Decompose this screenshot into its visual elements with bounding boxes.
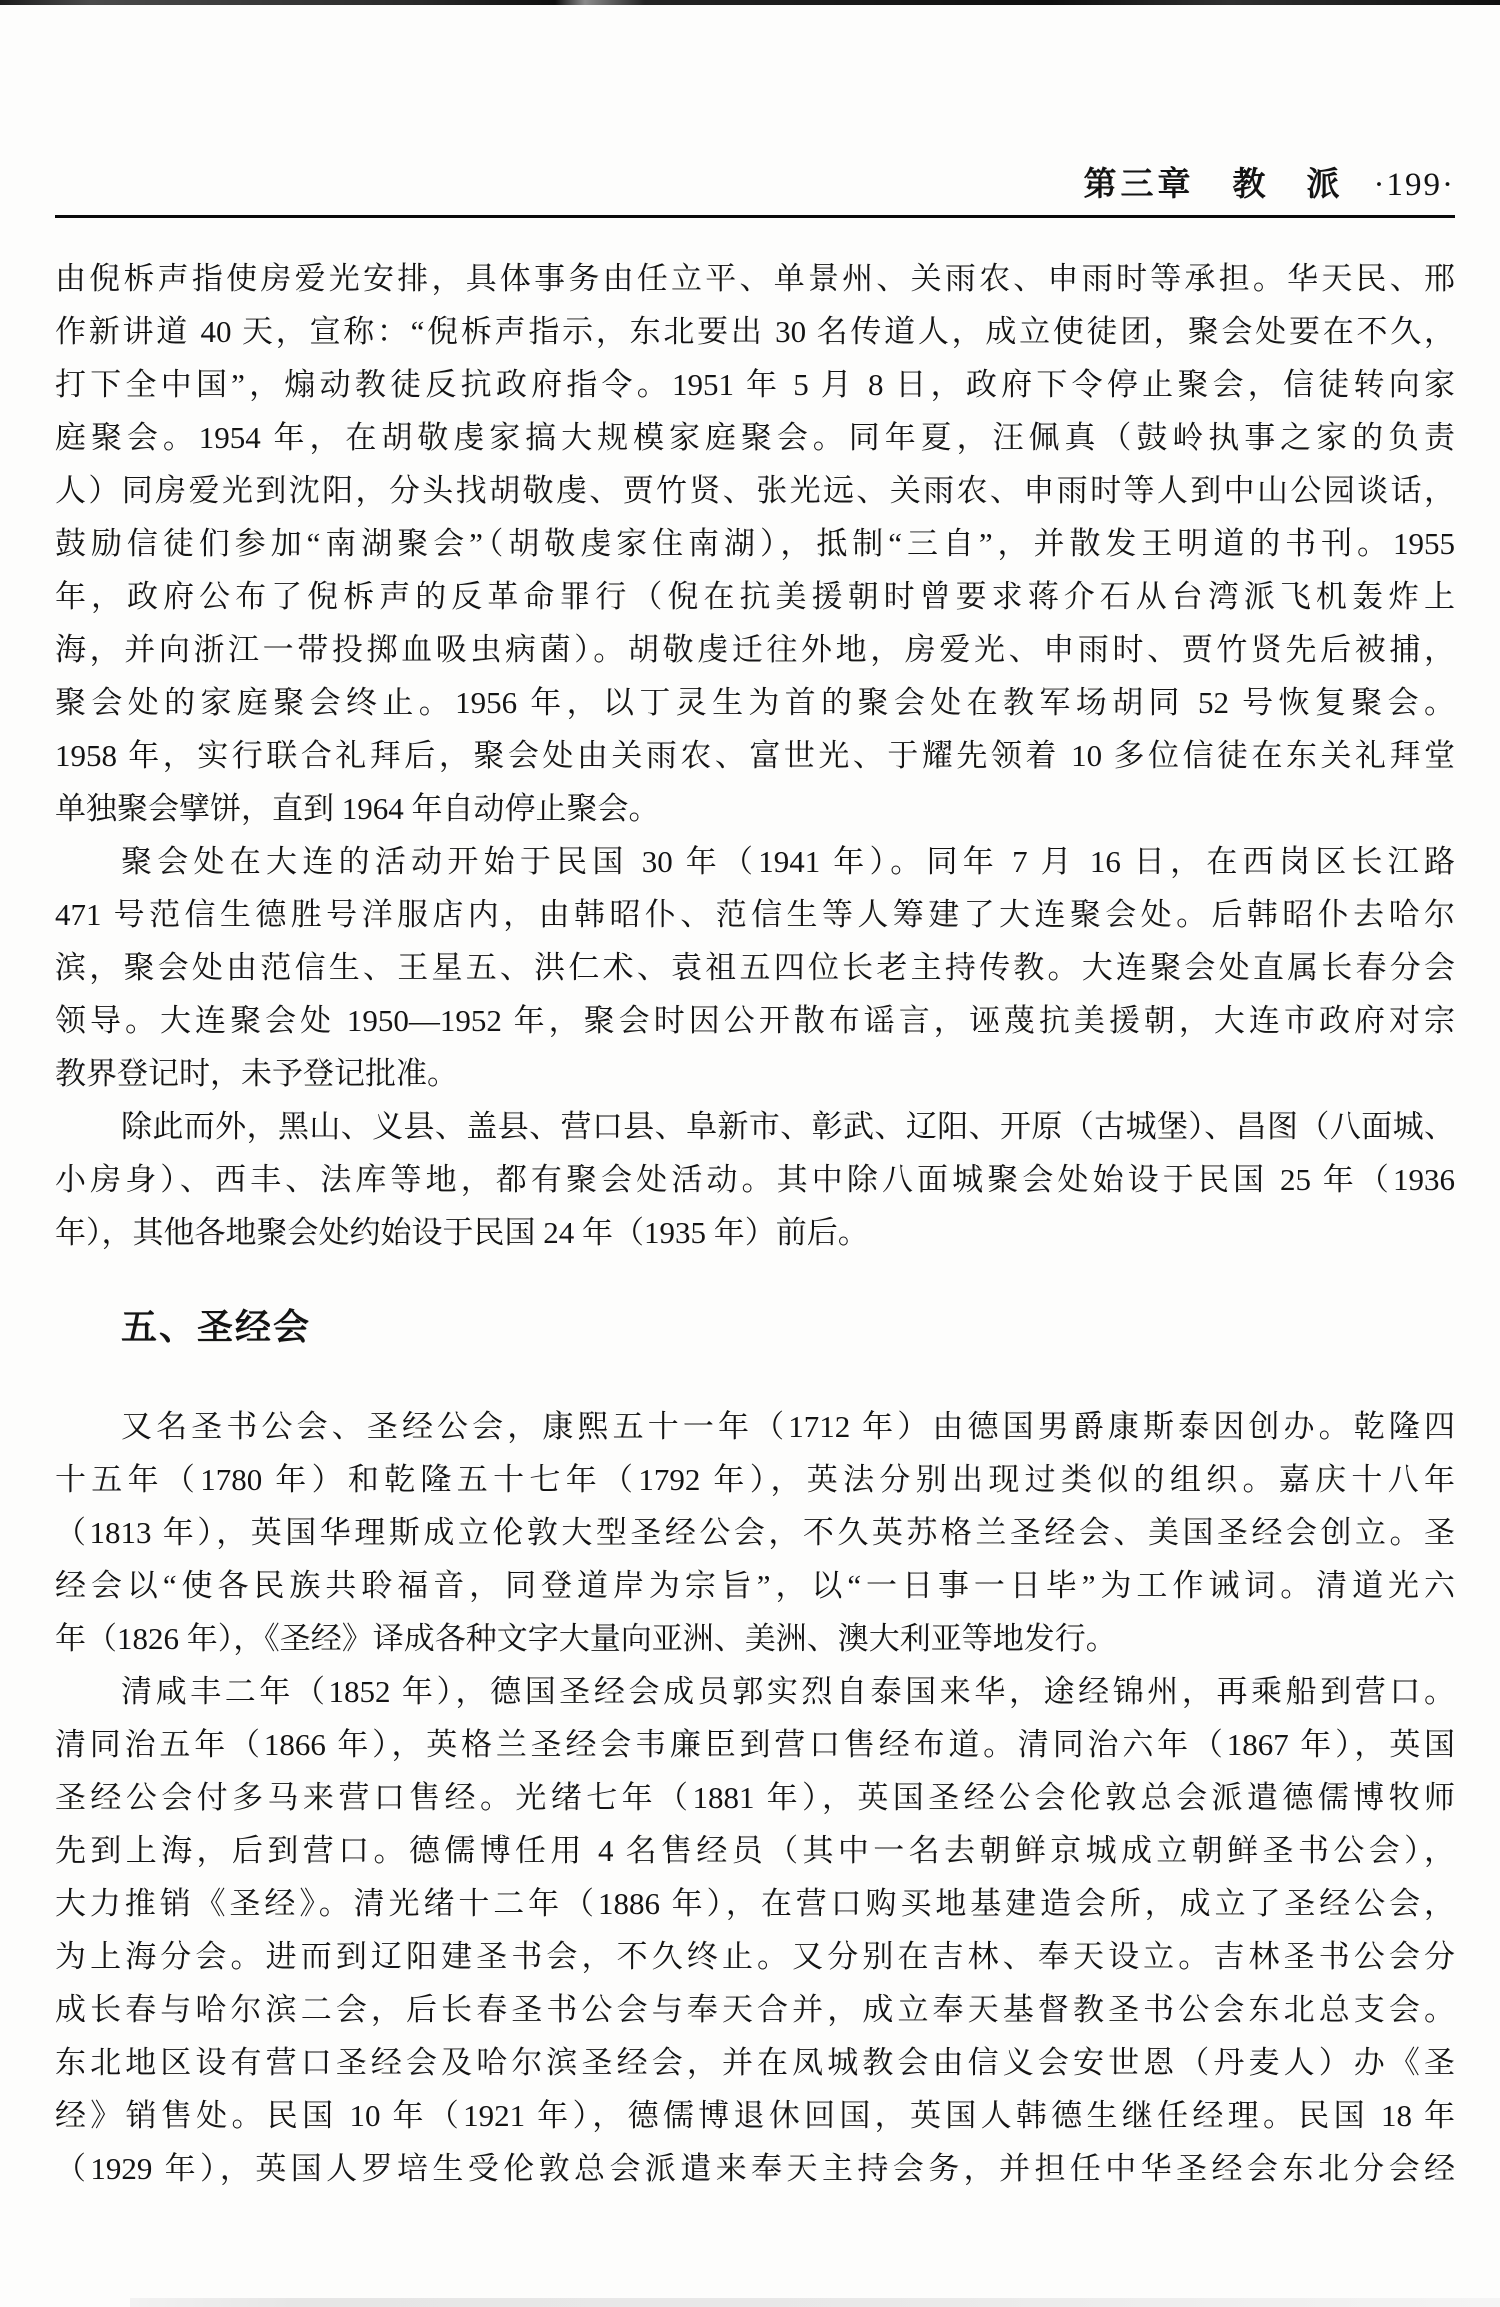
text-line: 聚会处的家庭聚会终止。1956 年，以丁灵生为首的聚会处在教军场胡同 52 号恢复聚会。 [55,685,1455,720]
section-label: 教 派 [1232,165,1344,202]
text-line: 小房身）、西丰、法库等地，都有聚会处活动。其中除八面城聚会处始设于民国 25 年（1936 [55,1162,1455,1197]
text-line: 成长春与哈尔滨二会，后长春圣书公会与奉天合并，成立奉天基督教圣书公会东北总支会。 [55,1992,1455,2027]
text-line: 年（1826 年），《圣经》译成各种文字大量向亚洲、美洲、澳大利亚等地发行。 [55,1621,1117,1656]
text-line: 庭聚会。1954 年，在胡敬虔家搞大规模家庭聚会。同年夏，汪佩真（鼓岭执事之家的负责 [55,420,1455,455]
text-line: （1929 年），英国人罗培生受伦敦总会派遣来奉天主持会务，并担任中华圣经会东北分会经 [55,2151,1455,2186]
text-line: 圣经公会付多马来营口售经。光绪七年（1881 年），英国圣经公会伦敦总会派遣德儒博牧师 [55,1780,1455,1815]
text-line: 领导。大连聚会处 1950—1952 年，聚会时因公开散布谣言，诬蔑抗美援朝，大连市政府对宗 [55,1003,1455,1038]
text-line: 经会以“使各民族共聆福音，同登道岸为宗旨”，以“一日事一日毕”为工作诫词。清道光六 [55,1568,1455,1603]
text-line: 年），其他各地聚会处约始设于民国 24 年（1935 年）前后。 [55,1215,869,1250]
text-line: 鼓励信徒们参加“南湖聚会”（胡敬虔家住南湖），抵制“三自”，并散发王明道的书刊。1955 [55,526,1455,561]
header-rule [55,215,1455,218]
text-line: 除此而外，黑山、义县、盖县、营口县、阜新市、彰武、辽阳、开原（古城堡）、昌图（八面城、 [121,1109,1455,1144]
text-line: 1958 年，实行联合礼拜后，聚会处由关雨农、富世光、于耀先领着 10 多位信徒在东关礼拜堂 [55,738,1455,773]
text-line: 打下全中国”，煽动教徒反抗政府指令。1951 年 5 月 8 日，政府下令停止聚会，信徒转向家 [55,367,1455,402]
text-line: 人）同房爱光到沈阳，分头找胡敬虔、贾竹贤、张光远、关雨农、申雨时等人到中山公园谈话， [55,473,1455,508]
page-number: ·199· [1373,167,1455,203]
scan-artifact-top [0,0,1500,5]
text-line: 由倪柝声指使房爱光安排，具体事务由任立平、单景州、关雨农、申雨时等承担。华天民、邢 [55,261,1455,296]
text-line: 教界登记时，未予登记批准。 [55,1056,458,1091]
text-line: 为上海分会。进而到辽阳建圣书会，不久终止。又分别在吉林、奉天设立。吉林圣书公会分 [55,1939,1455,1974]
text-line: 年，政府公布了倪柝声的反革命罪行（倪在抗美援朝时曾要求蒋介石从台湾派飞机轰炸上 [55,579,1455,614]
text-line: 清咸丰二年（1852 年），德国圣经会成员郭实烈自泰国来华，途经锦州，再乘船到营口。 [121,1674,1455,1709]
section-heading: 五、圣经会 [121,1306,312,1347]
text-line: 清同治五年（1866 年），英格兰圣经会韦廉臣到营口售经布道。清同治六年（1867 年），英国 [55,1727,1455,1762]
text-line: 滨，聚会处由范信生、王星五、洪仁术、袁祖五四位长老主持传教。大连聚会处直属长春分会 [55,950,1455,985]
text-line: （1813 年），英国华理斯成立伦敦大型圣经公会，不久英苏格兰圣经会、美国圣经会创立。圣 [55,1515,1455,1550]
text-line: 先到上海，后到营口。德儒博任用 4 名售经员（其中一名去朝鲜京城成立朝鲜圣书公会）， [55,1833,1455,1868]
text-line: 又名圣书公会、圣经公会，康熙五十一年（1712 年）由德国男爵康斯泰因创办。乾隆四 [121,1409,1455,1444]
text-line: 471 号范信生德胜号洋服店内，由韩昭仆、范信生等人筹建了大连聚会处。后韩昭仆去哈尔 [55,897,1455,932]
scan-artifact-bottom [130,2298,1500,2307]
text-line: 东北地区设有营口圣经会及哈尔滨圣经会，并在凤城教会由信义会安世恩（丹麦人）办《圣 [55,2045,1455,2080]
text-line: 聚会处在大连的活动开始于民国 30 年（1941 年）。同年 7 月 16 日，在西岗区长江路 [121,844,1455,879]
running-header [55,164,1455,205]
text-line: 海，并向浙江一带投掷血吸虫病菌）。胡敬虔迁往外地，房爱光、申雨时、贾竹贤先后被捕， [55,632,1455,667]
text-line: 十五年（1780 年）和乾隆五十七年（1792 年），英法分别出现过类似的组织。嘉庆十八年 [55,1462,1455,1497]
body-text [55,252,1455,2195]
text-line: 单独聚会擘饼，直到 1964 年自动停止聚会。 [55,791,660,826]
text-line: 作新讲道 40 天，宣称：“倪柝声指示，东北要出 30 名传道人，成立使徒团，聚会处要在不久， [55,314,1455,349]
chapter-label: 第三章 [1083,165,1195,202]
text-line: 大力推销《圣经》。清光绪十二年（1886 年），在营口购买地基建造会所，成立了圣经公会， [55,1886,1455,1921]
text-line: 经》销售处。民国 10 年（1921 年），德儒博退休回国，英国人韩德生继任经理。民国 18 年 [55,2098,1455,2133]
